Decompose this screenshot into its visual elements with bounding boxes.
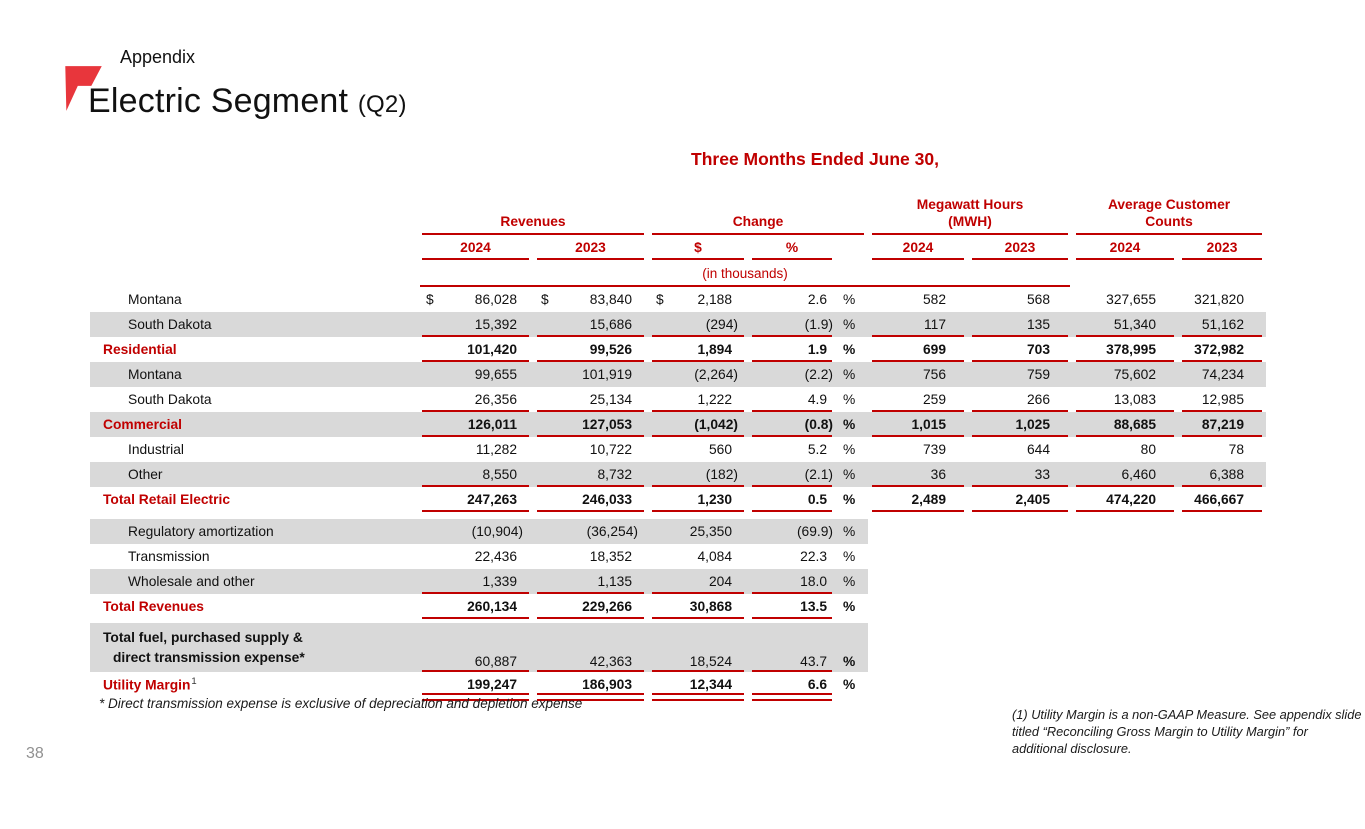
row-label: Total Retail Electric: [103, 492, 231, 507]
table-row: [90, 337, 1266, 362]
col-header-change-pct: %: [748, 235, 836, 260]
cell: 75,602: [1072, 362, 1178, 387]
cell: 644: [1026, 442, 1051, 457]
group-mwh-line2: (MWH): [948, 213, 992, 229]
cell: [868, 623, 968, 672]
cell: 6.6: [748, 672, 836, 697]
cell: [1178, 672, 1266, 697]
cell: 259: [868, 387, 968, 412]
row-label: Montana: [128, 292, 182, 307]
cell: 266: [968, 387, 1072, 412]
cell: [1072, 594, 1178, 619]
cell: 80: [1140, 442, 1157, 457]
footnote-utility-margin: (1) Utility Margin is a non-GAAP Measure. See appendix slide titled “Reconciling Gross Margin to Utility Margin” for additional disclosure.: [1012, 707, 1362, 756]
cell: 6,460: [1072, 462, 1178, 487]
cell: (2,264): [648, 362, 748, 387]
table-caption: Three Months Ended June 30,: [691, 149, 939, 169]
cell: 466,667: [1178, 487, 1266, 512]
row-label: Total fuel, purchased supply & direct transmission expense*: [90, 623, 418, 672]
cell: 99,655: [418, 362, 533, 387]
col-header-rev-2023: 2023: [533, 235, 648, 260]
col-header-rev-2024: 2024: [418, 235, 533, 260]
row-label: Residential: [103, 342, 177, 357]
cell: (69.9): [748, 519, 836, 544]
table-row: [90, 544, 1266, 569]
cell: 74,234: [1178, 362, 1266, 387]
row-label: South Dakota: [90, 312, 418, 337]
cell: (2.2): [748, 362, 836, 387]
table-row: [90, 387, 1266, 412]
cell: 18.0: [748, 569, 836, 594]
row-label: Industrial: [128, 442, 184, 457]
group-counts-line2: Counts: [1145, 213, 1193, 229]
cell: 1,894: [648, 337, 748, 362]
cell: 22,436: [474, 549, 517, 564]
cell: $ 2,188: [656, 292, 732, 307]
row-label: Total Revenues: [103, 599, 204, 614]
percent-sign: %: [836, 569, 868, 594]
cell: $ 86,028: [426, 292, 517, 307]
group-change: [648, 184, 868, 235]
cell: 186,903: [533, 672, 648, 697]
col-header-mwh-2023: 2023: [968, 235, 1072, 260]
cell: 4,084: [697, 549, 732, 564]
units-note: (in thousands): [418, 260, 1072, 287]
financial-table: [90, 184, 1266, 697]
cell: 372,982: [1178, 337, 1266, 362]
cell: 43.7: [748, 623, 836, 672]
cell: 1,015: [868, 412, 968, 437]
table-body: [90, 287, 1266, 697]
cell: 51,162: [1178, 312, 1266, 337]
cell: 101,420: [418, 337, 533, 362]
row-label: Commercial: [90, 412, 418, 437]
cell: 33: [968, 462, 1072, 487]
table-row: [90, 312, 1266, 337]
group-revenues: [418, 184, 648, 235]
group-counts-line1: Average Customer: [1107, 197, 1231, 213]
percent-sign: %: [843, 342, 856, 357]
title-text: Electric Segment: [88, 82, 349, 120]
cell: 60,887: [418, 623, 533, 672]
row-label: Wholesale and other: [90, 569, 418, 594]
spacer-row: [90, 512, 1266, 519]
cell: 699: [868, 337, 968, 362]
cell: 126,011: [418, 412, 533, 437]
cell: 1,230: [648, 487, 748, 512]
cell: 4.9: [748, 387, 836, 412]
eyebrow: Appendix: [120, 47, 196, 67]
table-row: [90, 362, 1266, 387]
title-suffix: (Q2): [357, 91, 407, 118]
cell: 246,033: [533, 487, 648, 512]
cell: 474,220: [1072, 487, 1178, 512]
percent-sign: %: [843, 677, 856, 692]
percent-sign: %: [843, 442, 856, 457]
cell: 15,686: [533, 312, 648, 337]
cell: 1,222: [648, 387, 748, 412]
row-label: Transmission: [128, 549, 210, 564]
cell: 247,263: [418, 487, 533, 512]
cell: 13.5: [748, 594, 836, 619]
percent-sign: %: [836, 312, 868, 337]
col-header-counts-2023: 2023: [1178, 235, 1266, 260]
cell: 135: [968, 312, 1072, 337]
cell: (36,254): [533, 519, 648, 544]
table-row: [90, 437, 1266, 462]
cell: 101,919: [533, 362, 648, 387]
cell: [1072, 569, 1178, 594]
row-label: Utility Margin$^1$: [103, 676, 197, 693]
cell: 88,685: [1072, 412, 1178, 437]
table-row: [90, 287, 1266, 312]
cell: [868, 519, 968, 544]
cell: 0.5: [748, 487, 836, 512]
cell: 2.6: [807, 292, 827, 307]
cell: 1.9: [748, 337, 836, 362]
cell: [1178, 519, 1266, 544]
row-label: Montana: [90, 362, 418, 387]
cell: [1072, 623, 1178, 672]
cell: [1072, 519, 1178, 544]
cell: 12,985: [1178, 387, 1266, 412]
group-mwh: [868, 184, 1072, 235]
cell: (182): [648, 462, 748, 487]
cell: 2,405: [968, 487, 1072, 512]
cell: 739: [922, 442, 947, 457]
cell: [968, 569, 1072, 594]
cell: 127,053: [533, 412, 648, 437]
cell: 1,135: [533, 569, 648, 594]
cell: [1178, 594, 1266, 619]
cell: [968, 594, 1072, 619]
cell: 6,388: [1178, 462, 1266, 487]
percent-sign: %: [836, 623, 868, 672]
cell: 378,995: [1072, 337, 1178, 362]
cell: 12,344: [648, 672, 748, 697]
cell: [968, 519, 1072, 544]
cell: [968, 623, 1072, 672]
percent-sign: %: [843, 392, 856, 407]
cell: 260,134: [418, 594, 533, 619]
cell: [868, 594, 968, 619]
table-row: [90, 623, 1266, 672]
cell: 582: [922, 292, 947, 307]
cell: 756: [868, 362, 968, 387]
cell: 13,083: [1072, 387, 1178, 412]
row-label: South Dakota: [128, 392, 212, 407]
cell: 36: [868, 462, 968, 487]
cell: 327,655: [1106, 292, 1157, 307]
table-head: [90, 184, 1266, 287]
cell: (0.8): [748, 412, 836, 437]
footnote-transmission: * Direct transmission expense is exclusive of depreciation and depletion expense: [99, 696, 583, 711]
percent-sign: %: [836, 519, 868, 544]
group-counts: [1072, 184, 1266, 235]
cell: 87,219: [1178, 412, 1266, 437]
cell: 15,392: [418, 312, 533, 337]
cell: 1,025: [968, 412, 1072, 437]
cell: [868, 569, 968, 594]
cell: 8,732: [533, 462, 648, 487]
percent-sign: %: [836, 362, 868, 387]
percent-sign: %: [836, 412, 868, 437]
cell: 568: [1026, 292, 1051, 307]
cell: 703: [968, 337, 1072, 362]
row-label: Regulatory amortization: [90, 519, 418, 544]
percent-sign: %: [836, 462, 868, 487]
cell: (1.9): [748, 312, 836, 337]
cell: [1178, 569, 1266, 594]
percent-sign: %: [843, 492, 856, 507]
cell: [1178, 623, 1266, 672]
group-mwh-line1: Megawatt Hours: [916, 197, 1024, 213]
cell: [968, 672, 1072, 697]
cell: (1,042): [648, 412, 748, 437]
cell: 199,247: [418, 672, 533, 697]
units-row: [90, 260, 1266, 287]
cell: [968, 544, 1072, 569]
cell: 2,489: [868, 487, 968, 512]
cell: [868, 672, 968, 697]
page-number: 38: [26, 745, 44, 762]
table-row: [90, 594, 1266, 619]
percent-sign: %: [843, 292, 856, 307]
cell: 25,350: [648, 519, 748, 544]
cell: 26,356: [418, 387, 533, 412]
cell: 51,340: [1072, 312, 1178, 337]
cell: 99,526: [533, 337, 648, 362]
cell: 560: [708, 442, 732, 457]
table-row: [90, 519, 1266, 544]
group-change-label: Change: [732, 213, 784, 229]
col-header-mwh-2024: 2024: [868, 235, 968, 260]
cell: [1072, 672, 1178, 697]
cell: 78: [1228, 442, 1245, 457]
percent-sign: %: [843, 549, 856, 564]
cell: 204: [648, 569, 748, 594]
cell: 18,524: [648, 623, 748, 672]
row-label: Other: [90, 462, 418, 487]
cell: 18,352: [589, 549, 632, 564]
group-revenues-label: Revenues: [500, 213, 566, 229]
cell: 11,282: [475, 442, 517, 457]
cell: [1072, 544, 1178, 569]
cell: $ 83,840: [541, 292, 632, 307]
cell: (2.1): [748, 462, 836, 487]
table-row: [90, 462, 1266, 487]
year-header-row: [90, 235, 1266, 260]
cell: 117: [868, 312, 968, 337]
group-header-row: [90, 184, 1266, 235]
cell: 10,722: [589, 442, 632, 457]
cell: 5.2: [807, 442, 827, 457]
table-row: [90, 569, 1266, 594]
cell: 321,820: [1194, 292, 1245, 307]
page-title: [88, 82, 407, 121]
cell: 229,266: [533, 594, 648, 619]
cell: 1,339: [418, 569, 533, 594]
cell: 25,134: [533, 387, 648, 412]
table-row: [90, 487, 1266, 512]
table-row: [90, 672, 1266, 697]
table-row: [90, 412, 1266, 437]
cell: 8,550: [418, 462, 533, 487]
cell: (10,904): [418, 519, 533, 544]
col-header-change-dollar: $: [648, 235, 748, 260]
cell: 30,868: [648, 594, 748, 619]
cell: [1178, 544, 1266, 569]
cell: (294): [648, 312, 748, 337]
cell: 42,363: [533, 623, 648, 672]
cell: 22.3: [800, 549, 827, 564]
col-header-counts-2024: 2024: [1072, 235, 1178, 260]
col-header-pct-sign-spacer: [836, 235, 868, 260]
cell: [868, 544, 968, 569]
cell: 759: [968, 362, 1072, 387]
percent-sign: %: [843, 599, 856, 614]
label-column-header: [90, 184, 418, 235]
